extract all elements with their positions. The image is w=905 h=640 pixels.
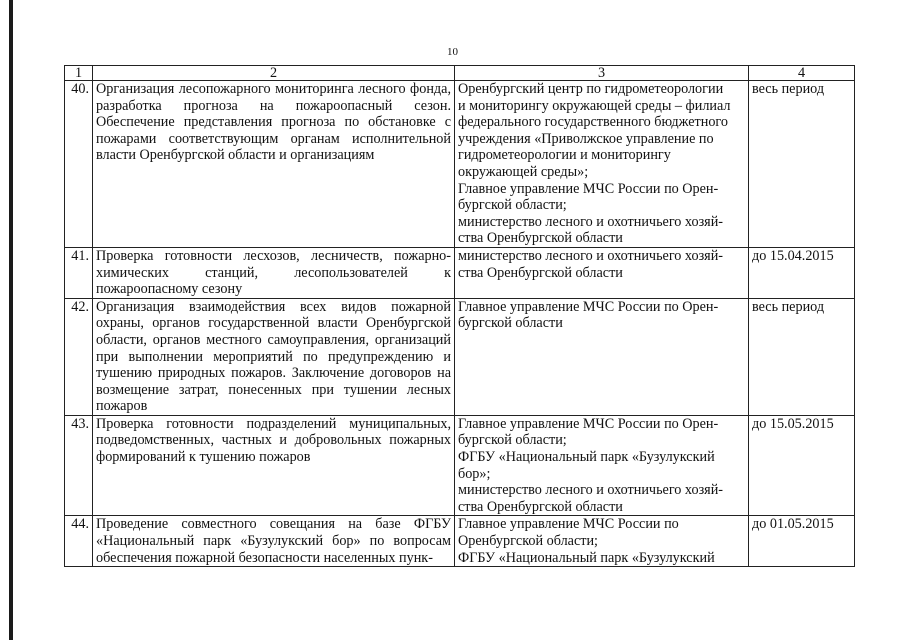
responsible-cell bbox=[455, 298, 749, 415]
responsible-line: министерство лесного и охотничьего хозяй- bbox=[458, 482, 724, 499]
row-number: 40. bbox=[65, 81, 93, 248]
responsible-line: ства Оренбургской области bbox=[458, 230, 623, 247]
row-number: 42. bbox=[65, 298, 93, 415]
responsible-line: ФГБУ «Национальный парк «Бузулукский bbox=[458, 449, 715, 466]
responsible-line: министерство лесного и охотничьего хозяй- bbox=[458, 213, 724, 230]
activity-cell: Организация лесопожарного мониторинга лесного фонда, разработка прогноза на пожароопасный сезон. Обеспечение представления прогноза по обстановке с пожарами соответствующим органам исполнительной власти Оренбургской области и организациям bbox=[93, 81, 455, 248]
table-row bbox=[65, 415, 855, 516]
row-number: 41. bbox=[65, 247, 93, 298]
table-row bbox=[65, 516, 855, 567]
header-cell-3: 3 bbox=[455, 66, 749, 81]
responsible-line: Главное управление МЧС России по Орен- bbox=[458, 415, 719, 432]
responsible-line: министерство лесного и охотничьего хозяй- bbox=[458, 247, 724, 264]
responsible-line: ФГБУ «Национальный парк «Бузулукский bbox=[458, 549, 715, 566]
table-header-row bbox=[65, 66, 855, 81]
activity-cell: Организация взаимодействия всех видов пожарной охраны, органов государственной власти Оренбургской области, органов местного самоуправления, организаций при выполнении мероприятий по предупреждению и тушению природных пожаров. Заключение договоров на возмещение затрат, понесенных при тушении лесных пожаров bbox=[93, 298, 455, 415]
header-cell-4: 4 bbox=[749, 66, 855, 81]
measures-table bbox=[64, 65, 855, 567]
responsible-line: гидрометеорологии и мониторингу bbox=[458, 147, 671, 164]
responsible-cell bbox=[455, 247, 749, 298]
responsible-line: федерального государственного бюджетного bbox=[458, 114, 728, 131]
header-cell-2: 2 bbox=[93, 66, 455, 81]
activity-cell: Проверка готовности лесхозов, лесничеств, пожарно-химических станций, лесопользователей к пожароопасному сезону bbox=[93, 247, 455, 298]
header-cell-1: 1 bbox=[65, 66, 93, 81]
responsible-line: Оренбургской области; bbox=[458, 533, 598, 550]
page-number: 10 bbox=[447, 46, 458, 58]
responsible-line: Главное управление МЧС России по bbox=[458, 516, 679, 533]
responsible-line: бор»; bbox=[458, 465, 491, 482]
row-number: 44. bbox=[65, 516, 93, 567]
responsible-line: и мониторингу окружающей среды – филиал bbox=[458, 97, 731, 114]
responsible-line: окружающей среды»; bbox=[458, 163, 589, 180]
responsible-line: Главное управление МЧС России по Орен- bbox=[458, 180, 719, 197]
responsible-line: бургской области; bbox=[458, 197, 567, 214]
responsible-line: учреждения «Приволжское управление по bbox=[458, 130, 714, 147]
responsible-cell bbox=[455, 81, 749, 248]
deadline-cell: весь период bbox=[749, 81, 855, 248]
responsible-line: Оренбургский центр по гидрометеорологии bbox=[458, 81, 724, 97]
table-row bbox=[65, 247, 855, 298]
responsible-line: бургской области; bbox=[458, 432, 567, 449]
responsible-cell bbox=[455, 516, 749, 567]
responsible-line: бургской области bbox=[458, 315, 563, 332]
responsible-line: ства Оренбургской области bbox=[458, 264, 623, 281]
deadline-cell: до 15.04.2015 bbox=[749, 247, 855, 298]
activity-cell: Проверка готовности подразделений муниципальных, подведомственных, частных и добровольных пожарных формирований к тушению пожаров bbox=[93, 415, 455, 516]
activity-cell: Проведение совместного совещания на базе ФГБУ «Национальный парк «Бузулукский бор» по вопросам обеспечения пожарной безопасности населенных пунк- bbox=[93, 516, 455, 567]
table-row bbox=[65, 298, 855, 415]
table-row bbox=[65, 81, 855, 248]
deadline-cell: до 15.05.2015 bbox=[749, 415, 855, 516]
responsible-cell bbox=[455, 415, 749, 516]
deadline-cell: до 01.05.2015 bbox=[749, 516, 855, 567]
responsible-line: Главное управление МЧС России по Орен- bbox=[458, 298, 719, 315]
table-body bbox=[65, 66, 855, 567]
row-number: 43. bbox=[65, 415, 93, 516]
scan-edge-bar bbox=[9, 0, 13, 640]
responsible-line: ства Оренбургской области bbox=[458, 498, 623, 515]
deadline-cell: весь период bbox=[749, 298, 855, 415]
